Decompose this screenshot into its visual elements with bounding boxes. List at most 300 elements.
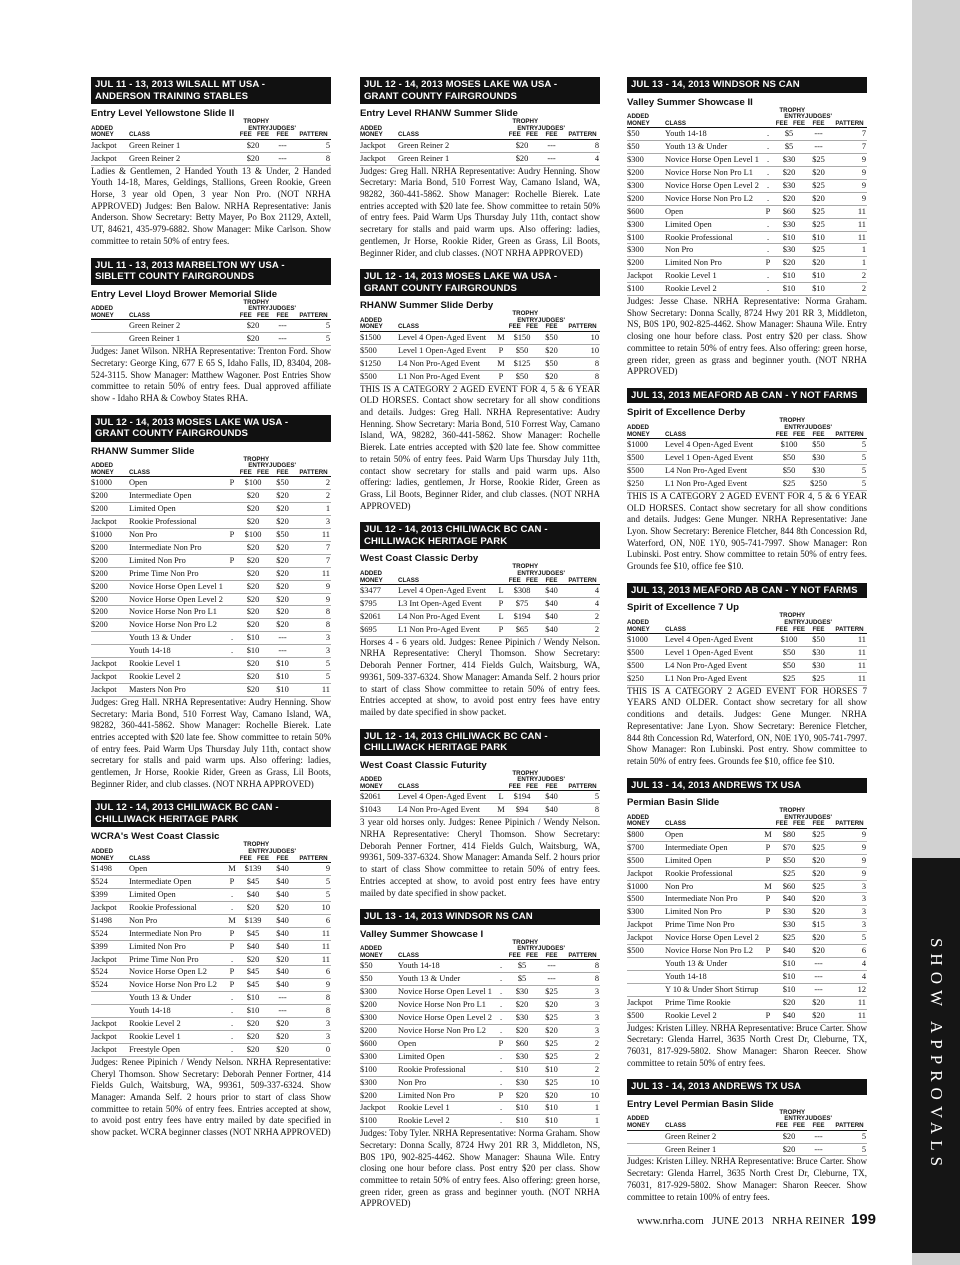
added-money: $200	[91, 503, 129, 516]
class-name: Green Reiner 1	[129, 139, 227, 152]
table-header-row	[360, 940, 600, 960]
judges-fee: $20	[805, 932, 832, 945]
judges-fee: ---	[805, 128, 832, 141]
class-row	[627, 996, 867, 1009]
judges-fee: $25	[805, 179, 832, 192]
judges-fee: ---	[269, 333, 296, 346]
trophy-code	[227, 541, 237, 554]
added-money: Jackpot	[91, 671, 129, 684]
show-header	[360, 909, 600, 925]
table-header-row	[91, 842, 331, 862]
pattern: 6	[832, 945, 867, 958]
pattern: 2	[296, 490, 331, 503]
pattern: 3	[296, 1018, 331, 1031]
judges-fee: $40	[269, 889, 296, 902]
table-header-row	[627, 613, 867, 633]
class-row	[91, 683, 331, 696]
pattern: 11	[832, 634, 867, 647]
col-header-trophy: TROPHY	[243, 841, 269, 849]
class-row	[360, 986, 600, 999]
col-header-trophy: TROPHY	[243, 298, 269, 306]
col-header-judges-fee-label: FEE	[276, 468, 289, 476]
trophy-code: L	[496, 610, 506, 623]
class-row	[360, 1037, 600, 1050]
class-name: Green Reiner 2	[129, 152, 227, 165]
judges-fee: $40	[269, 914, 296, 927]
judges-fee: $40	[538, 623, 565, 636]
col-header-fee: FEE	[239, 131, 252, 139]
class-name: Limited Non Pro	[398, 1089, 496, 1102]
class-name: Novice Horse Non Pro L1	[129, 606, 227, 619]
entry-fee: $20	[506, 152, 538, 165]
entry-fee: $20	[773, 1130, 805, 1143]
judges-fee: ---	[538, 973, 565, 986]
class-name: Novice Horse Open Level 1	[129, 580, 227, 593]
added-money: $500	[627, 465, 665, 478]
trophy-code	[227, 606, 237, 619]
col-header-judges: JUDGES'	[269, 305, 296, 313]
pattern: 4	[832, 970, 867, 983]
class-name: Limited Non Pro	[665, 906, 763, 919]
judges-fee: $20	[269, 901, 296, 914]
entry-fee: $20	[237, 658, 269, 671]
show-header-line: JUL 12 - 14, 2013 MOSES LAKE WA USA -	[95, 416, 289, 428]
entry-fee: $30	[773, 244, 805, 257]
entry-fee: $10	[773, 283, 805, 296]
trophy-code: .	[496, 1076, 506, 1089]
show-listing	[627, 1079, 867, 1203]
pattern: 8	[296, 606, 331, 619]
pattern: 6	[296, 966, 331, 979]
class-table	[360, 771, 600, 818]
col-header-money: MONEY	[627, 625, 650, 633]
added-money: Jackpot	[91, 152, 129, 165]
event-name: West Coast Classic Derby	[360, 553, 479, 565]
added-money: $300	[627, 244, 665, 257]
class-name: L4 Non Pro-Aged Event	[398, 357, 496, 370]
judges-fee: ---	[269, 139, 296, 152]
class-name: Rookie Level 2	[665, 283, 763, 296]
show-notes: THIS IS A CATEGORY 2 AGED EVENT FOR 4, 5 & 6 YEAR OLD HORSES. Contact show secretary for all show conditions and details. Judges: Gene Munger. NRHA Representative: Jane Lyon. Show Secretary: Berenice Fletcher, 844 8th Concession Rd, Waterford, ON, N0E 1Y0, 905-741-7997. Show Manager: Ron Lubinski. Post entry. Show committee to retain 50% of entry fees. Grounds fee $10, office fee $10.	[627, 490, 867, 572]
pattern: 3	[832, 906, 867, 919]
added-money: $524	[91, 979, 129, 992]
class-name: Level 1 Open-Aged Event	[665, 647, 763, 660]
judges-fee: $20	[805, 945, 832, 958]
col-header-class: CLASS	[398, 119, 496, 139]
pattern: 8	[565, 370, 600, 383]
col-header-pattern-label: PATTERN	[835, 625, 864, 633]
class-row	[91, 992, 331, 1005]
event-name: Valley Summer Showcase I	[360, 928, 484, 940]
trophy-code	[763, 465, 773, 478]
trophy-code: .	[227, 1031, 237, 1044]
class-row	[627, 841, 867, 854]
class-name: Intermediate Open	[129, 876, 227, 889]
pattern: 5	[296, 333, 331, 346]
show-header	[627, 583, 867, 599]
added-money: Jackpot	[91, 1018, 129, 1031]
trophy-code	[763, 659, 773, 672]
class-row	[627, 1009, 867, 1022]
pattern: 10	[565, 1076, 600, 1089]
class-name: Youth 13 & Under	[129, 992, 227, 1005]
trophy-code: P	[763, 854, 773, 867]
class-row	[91, 645, 331, 658]
col-header-entry-fee: FEE	[792, 1122, 805, 1130]
class-row	[91, 567, 331, 580]
pattern: 9	[832, 828, 867, 841]
pattern: 10	[296, 901, 331, 914]
col-header-trophy-fee	[496, 564, 538, 584]
entry-fee: $30	[773, 179, 805, 192]
pattern: 9	[296, 863, 331, 876]
pattern: 8	[565, 357, 600, 370]
trophy-code	[763, 957, 773, 970]
col-header-pattern	[296, 119, 331, 139]
show-listing	[360, 269, 600, 512]
col-header-trophy: TROPHY	[512, 563, 538, 571]
entry-fee: $5	[506, 973, 538, 986]
trophy-code: .	[227, 632, 237, 645]
col-header-trophy: TROPHY	[512, 769, 538, 777]
show-header-line: JUL 12 - 14, 2013 MOSES LAKE WA USA -	[364, 271, 558, 283]
col-header-entry-fee: FEE	[792, 820, 805, 828]
pattern: 11	[296, 683, 331, 696]
entry-fee: $10	[506, 1115, 538, 1128]
class-table	[360, 119, 600, 166]
col-header-judges: JUDGES'	[805, 113, 832, 121]
class-row	[627, 270, 867, 283]
added-money: $50	[627, 128, 665, 141]
col-header-pattern	[565, 119, 600, 139]
pattern: 4	[565, 585, 600, 598]
entry-fee: $10	[237, 632, 269, 645]
trophy-code	[496, 152, 506, 165]
added-money: $300	[360, 1050, 398, 1063]
trophy-code: .	[227, 1005, 237, 1018]
pattern: 11	[832, 1009, 867, 1022]
pattern: 1	[832, 244, 867, 257]
pattern: 9	[832, 867, 867, 880]
class-name: Novice Horse Open Level 2	[665, 932, 763, 945]
class-name: Limited Open	[129, 889, 227, 902]
class-row	[91, 529, 331, 542]
pattern: 4	[565, 152, 600, 165]
col-header-added-money	[627, 418, 665, 438]
show-notes: THIS IS A CATEGORY 2 AGED EVENT FOR HORSES 7 YEARS AND OLDER. Contact show secretary for all show conditions and details. Judges: Gene Munger. NRHA Representative: Jane Lyon. Show Secretary: Berenice Fletcher, 844 8th Concession Rd, Waterford, ON, N0E 1Y0, 905-741-7997. Show Manager: Ron Lubinski. Post entry. Show committee to retain 50% of entry fees. Grounds fee $10, office fee $10.	[627, 685, 867, 766]
class-name: Rookie Level 1	[398, 1102, 496, 1115]
added-money: $500	[360, 370, 398, 383]
added-money: $200	[91, 580, 129, 593]
col-header-added-money	[627, 108, 665, 128]
added-money: $500	[627, 659, 665, 672]
col-header-class: CLASS	[398, 940, 496, 960]
class-name: Youth 13 & Under	[665, 957, 763, 970]
show-listing	[627, 77, 867, 378]
entry-fee: $20	[237, 333, 269, 346]
class-name: Youth 14-18	[129, 645, 227, 658]
class-name: Masters Non Pro	[129, 683, 227, 696]
pattern: 1	[565, 1102, 600, 1115]
show-notes: Horses 4 - 6 years old. Judges: Renee Pipinich / Wendy Nelson. NRHA Representative: Cheryl Thomson. Show Secretary: Deborah Penner Fortner, 414 Fields Gulch, Waitsburg, WA, 99361, 509-337-6324. Show Manager: Amanda Self. 2 hours prior to start of class Show committee to retain 50% of entry fees. Entries accepted at show, to avoid post entry fees have entry mailed by date specified in show packet.	[360, 636, 600, 717]
judges-fee: $20	[538, 1089, 565, 1102]
trophy-code: P	[763, 945, 773, 958]
pattern: 7	[832, 128, 867, 141]
judges-fee: ---	[269, 645, 296, 658]
show-notes: Judges: Kristen Lilley. NRHA Representative: Bruce Carter. Show Secretary: Glenda Harrel, 3635 North Crest Dr, Cleburne, TX, 76031, 817-929-5802. Show Manager: Sharon Reecer. Show committee to retain 100% of entry fees.	[627, 1156, 867, 1202]
trophy-code	[763, 647, 773, 660]
col-header-class: CLASS	[665, 108, 763, 128]
entry-fee: $20	[773, 257, 805, 270]
pattern: 4	[832, 957, 867, 970]
entry-fee: $20	[237, 619, 269, 632]
show-header	[627, 388, 867, 404]
col-header-entry: ENTRY	[517, 124, 538, 132]
pattern: 9	[832, 154, 867, 167]
entry-fee: $25	[773, 932, 805, 945]
class-name: Non Pro	[665, 880, 763, 893]
col-header-judges-fee-label: FEE	[812, 1122, 825, 1130]
judges-fee: ---	[269, 632, 296, 645]
col-header-pattern-label: PATTERN	[568, 782, 597, 790]
added-money: $500	[627, 452, 665, 465]
trophy-code: P	[227, 876, 237, 889]
trophy-code: P	[227, 927, 237, 940]
event-name: West Coast Classic Futurity	[360, 759, 487, 771]
added-money: Jackpot	[627, 270, 665, 283]
trophy-code: .	[496, 1012, 506, 1025]
col-header-judges-fee	[269, 119, 296, 139]
trophy-code: P	[763, 257, 773, 270]
page-number: 199	[850, 1211, 876, 1228]
show-header	[360, 729, 600, 756]
entry-fee: $194	[506, 610, 538, 623]
class-name: Green Reiner 1	[665, 1143, 763, 1156]
judges-fee: ---	[805, 970, 832, 983]
class-name: Non Pro	[398, 1076, 496, 1089]
class-name: Level 4 Open-Aged Event	[398, 791, 496, 804]
col-header-money: MONEY	[627, 430, 650, 438]
col-header-judges-fee-label: FEE	[545, 782, 558, 790]
class-row	[91, 1043, 331, 1056]
show-notes: Judges: Toby Tyler. NRHA Representative: Norma Graham. Show Secretary: Donna Scally, 8724 Hwy 201 RR 3, Middleton, NS, B0S 1P0, 902-825-4462. Show Manager: Shauna Wile. Entry closing one hour before class. Post entry $20 per class. Show committee to retain 50% of entry fees. Also offering: green horse, green rider, green as grass and beginner youth. (NOT NRHA APPROVED)	[360, 1128, 600, 1209]
judges-fee: $20	[269, 516, 296, 529]
judges-fee: ---	[805, 1143, 832, 1156]
class-row	[360, 357, 600, 370]
trophy-code	[227, 580, 237, 593]
pattern: 5	[296, 671, 331, 684]
class-row	[91, 1005, 331, 1018]
added-money: $200	[91, 567, 129, 580]
class-name: Rookie Level 2	[665, 1009, 763, 1022]
col-header-judges: JUDGES'	[538, 124, 565, 132]
class-name: Level 1 Open-Aged Event	[398, 344, 496, 357]
judges-fee: $10	[805, 270, 832, 283]
class-name: Novice Horse Open Level 1	[665, 154, 763, 167]
added-money: $250	[627, 477, 665, 490]
class-row	[627, 945, 867, 958]
entry-fee: $30	[506, 986, 538, 999]
col-header-trophy-fee	[496, 940, 538, 960]
entry-fee: $80	[773, 828, 805, 841]
show-header-line: JUL 13 - 14, 2013 WINDSOR NS CAN	[631, 79, 800, 90]
class-row	[627, 141, 867, 154]
class-name: L1 Non Pro-Aged Event	[665, 477, 763, 490]
col-header-judges: JUDGES'	[269, 848, 296, 856]
class-name: L4 Non Pro-Aged Event	[665, 659, 763, 672]
added-money: Jackpot	[91, 953, 129, 966]
class-name: Youth 13 & Under	[129, 632, 227, 645]
col-header-added-money	[360, 119, 398, 139]
class-row	[627, 244, 867, 257]
class-name: Rookie Professional	[665, 231, 763, 244]
judges-fee: $20	[805, 854, 832, 867]
class-name: L3 Int Open-Aged Event	[398, 598, 496, 611]
entry-fee: $50	[773, 854, 805, 867]
added-money: $300	[627, 154, 665, 167]
pattern: 3	[565, 999, 600, 1012]
col-header-class: CLASS	[129, 842, 227, 862]
show-notes: Judges: Kristen Lilley. NRHA Representative: Bruce Carter. Show Secretary: Glenda Harrel, 3635 North Crest Dr, Cleburne, TX, 76031, 817-929-5802. Show Manager: Sharon Reecer. Show committee to retain 50% of entry fees.	[627, 1022, 867, 1068]
class-name: Level 4 Open-Aged Event	[665, 439, 763, 452]
class-row	[91, 940, 331, 953]
col-header-money: MONEY	[627, 1122, 650, 1130]
class-row	[627, 1143, 867, 1156]
class-name: Rookie Professional	[665, 867, 763, 880]
col-header-trophy: TROPHY	[779, 807, 805, 815]
class-name: Prime Time Non Pro	[129, 953, 227, 966]
entry-fee: $45	[237, 876, 269, 889]
entry-fee: $50	[506, 344, 538, 357]
entry-fee: $20	[506, 1089, 538, 1102]
pattern: 9	[832, 854, 867, 867]
trophy-code	[763, 1143, 773, 1156]
col-header-added-money	[360, 940, 398, 960]
col-header-trophy-fee	[496, 771, 538, 791]
class-name: Non Pro	[665, 244, 763, 257]
class-row	[91, 953, 331, 966]
col-header-added-money	[91, 300, 129, 320]
col-header-fee: FEE	[775, 430, 788, 438]
pattern: 8	[296, 152, 331, 165]
class-row	[627, 465, 867, 478]
class-name: Open	[129, 863, 227, 876]
judges-fee: $20	[805, 192, 832, 205]
pattern: 2	[565, 623, 600, 636]
class-name: Rookie Professional	[129, 901, 227, 914]
trophy-code: .	[227, 953, 237, 966]
trophy-code	[763, 452, 773, 465]
col-header-trophy-fee	[227, 842, 269, 862]
pattern: 5	[296, 320, 331, 333]
class-row	[360, 1115, 600, 1128]
col-header-entry: ENTRY	[784, 618, 805, 626]
class-name: Intermediate Open	[665, 841, 763, 854]
trophy-code: M	[227, 863, 237, 876]
added-money: Jackpot	[360, 139, 398, 152]
entry-fee: $20	[237, 1031, 269, 1044]
class-name: Novice Horse Non Pro L2	[398, 1025, 496, 1038]
class-table	[627, 613, 867, 685]
class-name: Prime Time Rookie	[665, 996, 763, 1009]
trophy-code: P	[227, 940, 237, 953]
trophy-code	[763, 932, 773, 945]
class-row	[91, 320, 331, 333]
col-header-class: CLASS	[398, 564, 496, 584]
col-header-added: ADDED	[627, 618, 650, 626]
added-money: $1000	[627, 439, 665, 452]
show-header	[91, 77, 331, 104]
col-header-entry-fee: FEE	[256, 131, 269, 139]
col-header-judges-fee	[805, 418, 832, 438]
judges-fee: $40	[269, 927, 296, 940]
show-notes: Ladies & Gentlemen, 2 Handed Youth 13 & Under, 2 Handed Youth 14-18, Mares, Geldings, Stallions, Green Rookie, Green Horse, 3 year old Open, 3 year Non Pro. (NOT NRHA APPROVED) Judges: Ben Balow. NRHA Representative: Janis Anderson. Show Secretary: Betty Mayer, Po Box 21129, Axtell, UT, 84621, 435-979-6882. Show Manager: Mike Carlson. Show committee to retain 50% of entry fees.	[91, 165, 331, 246]
class-row	[627, 439, 867, 452]
pattern: 1	[565, 1115, 600, 1128]
added-money	[627, 1130, 665, 1143]
judges-fee: $50	[538, 357, 565, 370]
trophy-code: .	[763, 231, 773, 244]
judges-fee: $250	[805, 477, 832, 490]
class-name: Limited Open	[129, 503, 227, 516]
trophy-code: .	[496, 960, 506, 973]
col-header-entry: ENTRY	[517, 945, 538, 953]
col-header-trophy-fee	[763, 808, 805, 828]
show-notes: Judges: Renee Pipinich / Wendy Nelson. NRHA Representative: Cheryl Thomson. Show Secretary: Deborah Penner Fortner, 414 Fields Gulch, Waitsburg, WA, 99361, 509-337-6324. Show Manager: Amanda Self. 2 hours prior to start of class Show committee to retain 50% of entry fees. Entries accepted at show, to avoid post entry fees have entry mailed by date specified in show packet. WCRA beginner classes (NOT NRHA APPROVED)	[91, 1056, 331, 1138]
class-row	[360, 1050, 600, 1063]
judges-fee: $20	[805, 167, 832, 180]
class-row	[91, 554, 331, 567]
entry-fee: $10	[773, 957, 805, 970]
entry-fee: $10	[237, 645, 269, 658]
col-header-trophy-fee	[763, 108, 805, 128]
col-header-judges-fee	[538, 119, 565, 139]
trophy-code: P	[496, 598, 506, 611]
class-row	[91, 671, 331, 684]
col-header-judges-fee	[805, 613, 832, 633]
added-money: Jackpot	[91, 683, 129, 696]
event-name: Entry Level Yellowstone Slide II	[91, 108, 235, 119]
pattern: 10	[565, 344, 600, 357]
trophy-code: .	[496, 1102, 506, 1115]
class-row	[91, 876, 331, 889]
judges-fee: $20	[269, 619, 296, 632]
class-row	[627, 167, 867, 180]
class-table	[627, 808, 867, 1022]
col-header-entry: ENTRY	[248, 124, 269, 132]
added-money: $700	[627, 841, 665, 854]
added-money: $200	[627, 257, 665, 270]
judges-fee: $30	[805, 465, 832, 478]
entry-fee: $10	[773, 231, 805, 244]
class-name: Open	[665, 828, 763, 841]
pattern: 3	[565, 1012, 600, 1025]
class-row	[360, 370, 600, 383]
class-table	[360, 564, 600, 636]
trophy-code: P	[496, 623, 506, 636]
entry-fee: $70	[773, 841, 805, 854]
class-row	[360, 1102, 600, 1115]
col-header-judges-fee	[538, 771, 565, 791]
judges-fee: $20	[538, 344, 565, 357]
judges-fee: $25	[538, 1037, 565, 1050]
class-row	[360, 791, 600, 804]
added-money: $250	[627, 672, 665, 685]
show-header	[360, 269, 600, 296]
col-header-judges-fee	[538, 564, 565, 584]
class-name: Prime Time Non Pro	[665, 919, 763, 932]
show-header	[627, 77, 867, 93]
